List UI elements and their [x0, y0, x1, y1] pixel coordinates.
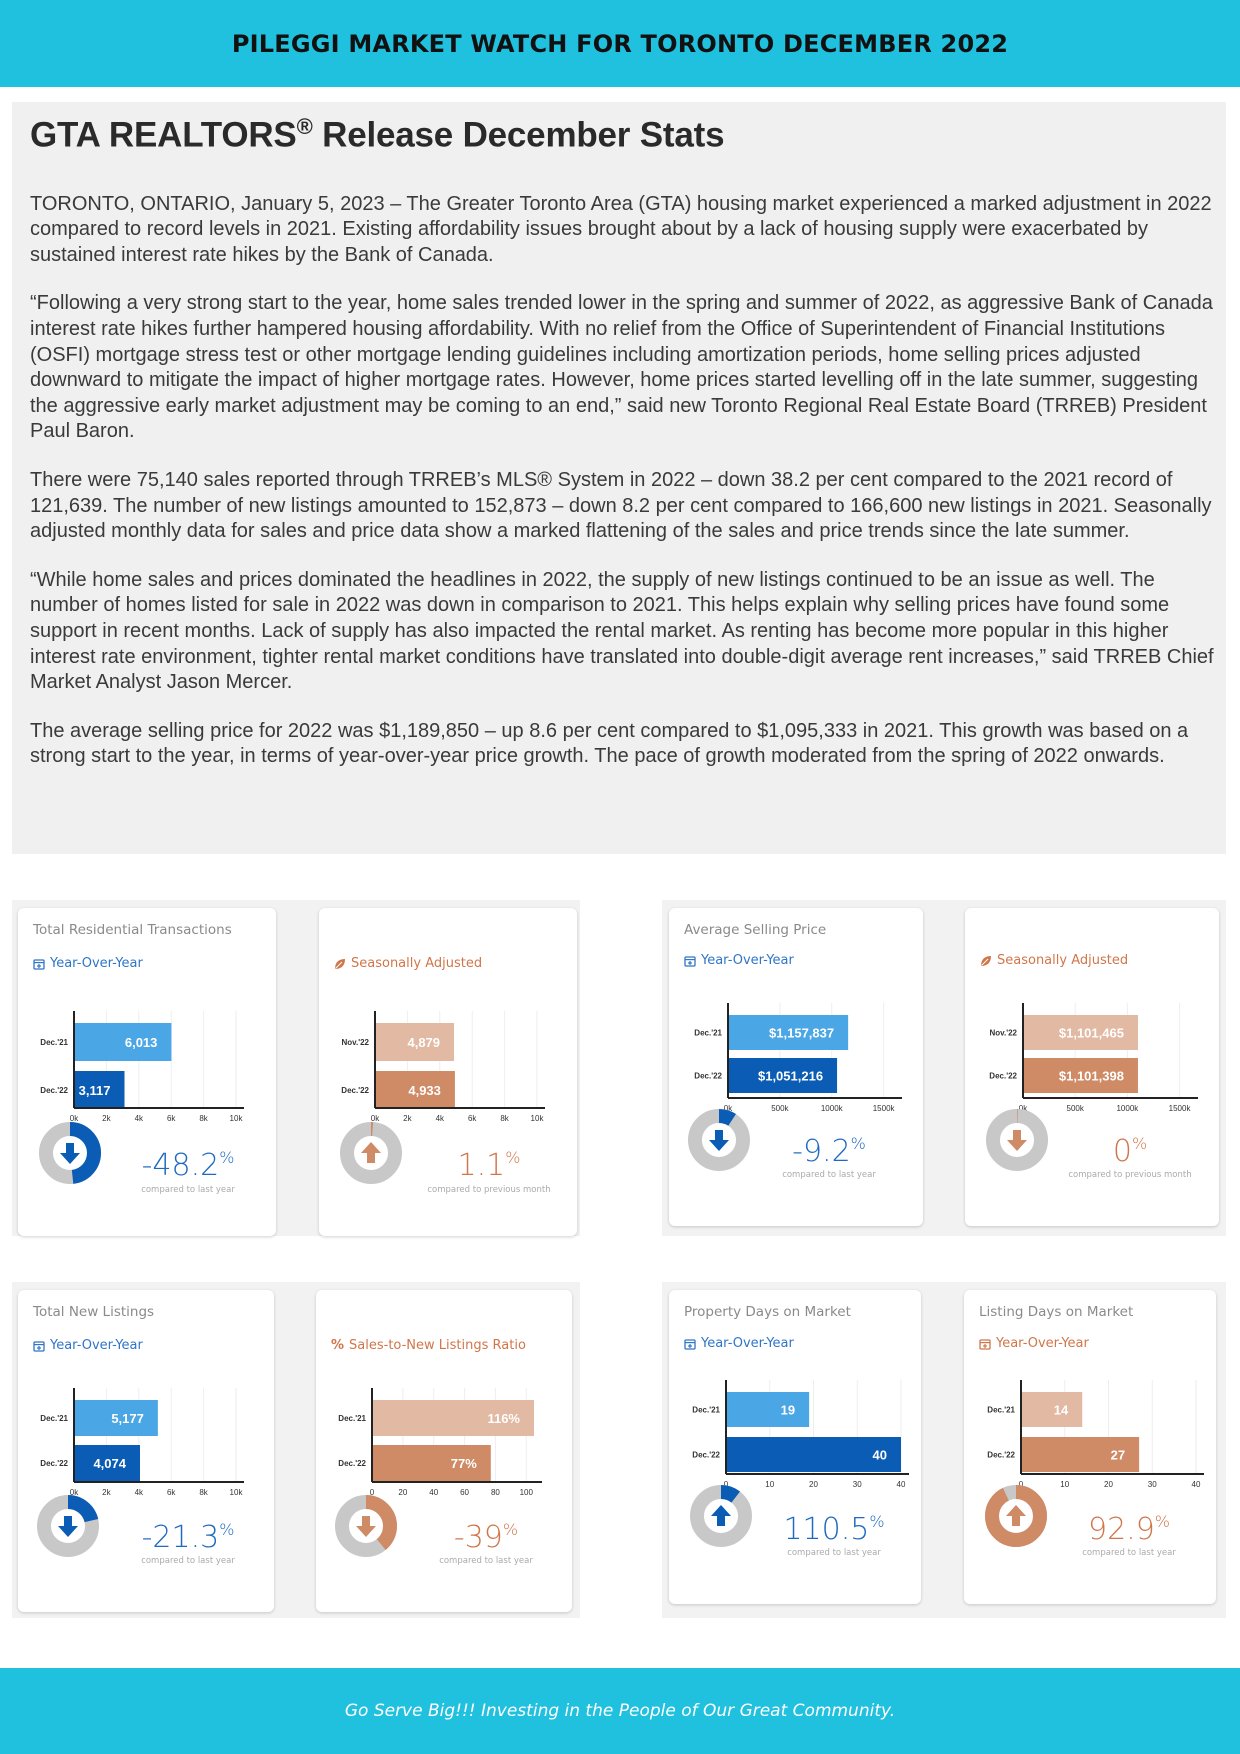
bar	[726, 1392, 809, 1427]
percent-change-value: 1.1	[457, 1148, 506, 1183]
data-label: 116%	[487, 1411, 520, 1426]
tick-label: 4k	[435, 1114, 445, 1123]
tick-label: 6k	[166, 1488, 176, 1497]
category-label: Dec.'21	[338, 1414, 366, 1423]
tick-label: 500k	[771, 1104, 789, 1113]
tick-label: 6k	[166, 1114, 176, 1123]
data-label: $1,101,398	[1058, 1068, 1124, 1084]
percent-change	[416, 1520, 556, 1555]
article-paragraph: “Following a very strong start to the year, home sales trended lower in the spring and summer of 2022, as aggressive Bank of Canada interest rate hikes further hampered housing affordability. With no relief from the Office of Superintendent of Financial Institutions (OSFI) mortgage stress test or other mortgage lending guidelines including amortization periods, home selling prices adjusted downward to mitigate the impact of higher mortgage rates. However, home prices started levelling off in the late summer, suggesting the aggressive early market adjustment may be coming to an end,” said new Toronto Regional Real Estate Board (TRREB) President Paul Baron.	[30, 292, 1213, 443]
percent-change	[419, 1148, 559, 1183]
tick-label: 2k	[403, 1114, 412, 1123]
tick-label: 4k	[134, 1114, 144, 1123]
category-label: Dec.'21	[987, 1405, 1015, 1415]
tick-label: 10k	[229, 1114, 243, 1123]
card-title: Listing Days on Market	[979, 1304, 1134, 1320]
card-title: Total Residential Transactions	[33, 922, 232, 938]
card-subtitle-label: Year-Over-Year	[996, 1336, 1089, 1351]
category-label: Nov.'22	[989, 1028, 1017, 1038]
data-label: $1,157,837	[769, 1025, 835, 1041]
tick-label: 10k	[530, 1114, 544, 1123]
comparison-caption: compared to last year	[1082, 1548, 1176, 1558]
tick-label: 60	[460, 1488, 470, 1497]
article-paragraph: The average selling price for 2022 was $1,189,850 – up 8.6 per cent compared to $1,095,333 in 2021. This growth was based on a strong start to the year, in terms of year-over-year price growth. The pace of growth moderated from the spring of 2022 onwards.	[30, 719, 1189, 768]
data-label: 3,117	[78, 1083, 111, 1098]
percent-change-value: 92.9	[1088, 1512, 1155, 1547]
percent-change	[1060, 1134, 1200, 1169]
tick-label: 0	[369, 1488, 375, 1497]
arrow-down-icon	[709, 1130, 729, 1151]
article-title-main: GTA REALTORS	[30, 115, 297, 155]
card-subtitle-label: Seasonally Adjusted	[351, 956, 483, 971]
percent-change	[764, 1512, 904, 1547]
card-title: Property Days on Market	[684, 1304, 851, 1320]
card-subtitle-label: Year-Over-Year	[50, 956, 143, 971]
card-subtitle-label: Seasonally Adjusted	[997, 953, 1129, 968]
tick-label: 30	[1147, 1480, 1157, 1489]
category-label: Dec.'22	[989, 1071, 1017, 1081]
data-label: $1,101,465	[1058, 1025, 1124, 1041]
data-label: 6,013	[124, 1035, 158, 1050]
data-label: 4,879	[407, 1035, 441, 1050]
tick-label: 20	[809, 1480, 818, 1489]
stat-card-sales-to-new-listings	[316, 1290, 572, 1612]
article-title	[30, 114, 1220, 156]
tick-label: 0k	[69, 1114, 79, 1123]
card-subtitle-label: Year-Over-Year	[701, 1336, 794, 1351]
percent-change-unit: %	[219, 1520, 235, 1539]
tick-label: 8k	[199, 1114, 208, 1123]
tick-label: 10	[1060, 1480, 1070, 1489]
card-subtitle-label: Sales-to-New Listings Ratio	[349, 1338, 526, 1353]
tick-label: 0	[723, 1480, 729, 1489]
tick-label: 20	[398, 1488, 408, 1497]
data-label: 4,074	[93, 1456, 126, 1471]
data-label: 19	[780, 1402, 796, 1418]
tick-label: 1500k	[872, 1104, 895, 1113]
comparison-caption: compared to last year	[787, 1548, 881, 1558]
tick-label: 6k	[467, 1114, 477, 1123]
category-label: Dec.'21	[40, 1414, 68, 1423]
header-band	[0, 0, 1240, 87]
tick-label: 4k	[134, 1488, 144, 1497]
percent-change	[759, 1134, 899, 1169]
tick-label: 2k	[102, 1114, 111, 1123]
percent-change	[118, 1520, 258, 1555]
article-title-rest: Release December Stats	[312, 115, 725, 155]
tick-label: 10	[765, 1480, 775, 1489]
percent-change	[118, 1148, 258, 1183]
article-paragraph: There were 75,140 sales reported through TRREB’s MLS® System in 2022 – down 38.2 per cent compared to the 2021 record of 121,639. The number of new listings amounted to 152,873 – down 8.2 per cent compared to 166,600 new listings in 2021. Seasonally adjusted monthly data for sales and price data show a marked flattening of the sales and price trends since the late summer.	[30, 469, 1212, 543]
percent-icon: %	[331, 1338, 345, 1353]
registered-mark: ®	[296, 114, 313, 139]
arrow-down-icon	[60, 1143, 80, 1164]
data-label: 14	[1053, 1402, 1069, 1418]
category-label: Dec.'21	[692, 1405, 720, 1415]
tick-label: 0k	[69, 1488, 79, 1497]
category-label: Dec.'22	[338, 1459, 366, 1468]
stat-card-property-days	[669, 1290, 921, 1604]
percent-change-unit: %	[502, 1520, 519, 1539]
tick-label: 30	[852, 1480, 862, 1489]
tick-label: 20	[1104, 1480, 1113, 1489]
tick-label: 500k	[1066, 1104, 1084, 1113]
arrow-down-icon	[58, 1516, 78, 1537]
comparison-caption: compared to last year	[141, 1185, 235, 1195]
tick-label: 8k	[199, 1488, 208, 1497]
tick-label: 0k	[1018, 1104, 1028, 1113]
percent-change-unit: %	[219, 1148, 235, 1167]
category-label: Dec.'21	[40, 1038, 68, 1047]
percent-change-value: 0	[1112, 1134, 1132, 1169]
tick-label: 2k	[102, 1488, 111, 1497]
arrow-up-icon	[1006, 1505, 1026, 1526]
percent-change	[1059, 1512, 1199, 1547]
comparison-caption: compared to previous month	[1068, 1170, 1192, 1180]
stat-card-price-seasonal	[965, 908, 1219, 1226]
article-paragraph: TORONTO, ONTARIO, January 5, 2023 – The Greater Toronto Area (GTA) housing market experienced a marked adjustment in 2022 compared to record levels in 2021. Existing affordability issues brought about by a lack of housing supply were exacerbated by sustained interest rate hikes by the Bank of Canada.	[30, 192, 1212, 266]
stat-card-listing-days	[964, 1290, 1216, 1604]
data-label: 27	[1110, 1447, 1126, 1463]
stat-card-new-listings	[18, 1290, 274, 1612]
tick-label: 1000k	[1116, 1104, 1139, 1113]
card-subtitle-label: Year-Over-Year	[701, 953, 794, 968]
percent-change-value: -9.2	[792, 1134, 851, 1169]
data-label: 5,177	[111, 1411, 144, 1426]
stat-card-transactions-seasonal	[319, 908, 577, 1236]
category-label: Dec.'22	[341, 1086, 369, 1095]
comparison-caption: compared to last year	[141, 1556, 235, 1566]
arrow-down-icon	[1007, 1130, 1027, 1151]
card-title: Average Selling Price	[684, 922, 827, 938]
category-label: Dec.'22	[692, 1450, 720, 1460]
bar	[1021, 1392, 1082, 1427]
tick-label: 1000k	[820, 1104, 843, 1113]
article	[12, 102, 1226, 854]
tick-label: 40	[429, 1488, 439, 1497]
percent-change-value: 110.5	[783, 1512, 870, 1547]
category-label: Nov.'22	[341, 1038, 369, 1047]
percent-change-unit: %	[505, 1148, 521, 1167]
tick-label: 8k	[500, 1114, 509, 1123]
data-label: 4,933	[408, 1083, 441, 1098]
category-label: Dec.'22	[40, 1459, 68, 1468]
data-label: $1,051,216	[757, 1068, 824, 1084]
percent-change-unit: %	[1154, 1512, 1170, 1531]
tick-label: 40	[896, 1480, 906, 1489]
percent-change-unit: %	[1131, 1134, 1148, 1153]
percent-change-value: -21.3	[141, 1520, 220, 1555]
percent-change-value: -48.2	[141, 1148, 220, 1183]
arrow-up-icon	[711, 1505, 731, 1526]
tick-label: 0k	[723, 1104, 733, 1113]
comparison-caption: compared to last year	[439, 1556, 533, 1566]
category-label: Dec.'22	[40, 1086, 68, 1095]
percent-change-value: -39	[453, 1520, 503, 1555]
tick-label: 0k	[370, 1114, 380, 1123]
tick-label: 10k	[229, 1488, 243, 1497]
data-label: 40	[872, 1447, 887, 1463]
article-paragraph: “While home sales and prices dominated the headlines in 2022, the supply of new listings continued to be an issue as well. The number of homes listed for sale in 2022 was down in comparison to 2021. This helps explain why selling prices have found some support in recent months. Lack of supply has also impacted the rental market. As renting has become more popular in this higher interest rate environment, tighter rental market conditions have translated into double-digit average rent increases,” said TRREB Chief Market Analyst Jason Mercer.	[30, 568, 1214, 694]
tick-label: 40	[1191, 1480, 1201, 1489]
arrow-up-icon	[361, 1142, 381, 1163]
percent-change-unit: %	[850, 1134, 866, 1153]
card-subtitle-label: Year-Over-Year	[50, 1338, 143, 1353]
data-label: 77%	[450, 1456, 477, 1471]
arrow-down-icon	[356, 1516, 376, 1537]
card-title: Total New Listings	[33, 1304, 155, 1320]
tick-label: 80	[490, 1488, 500, 1497]
category-label: Dec.'22	[987, 1450, 1015, 1460]
stat-card-average-price	[669, 908, 923, 1226]
footer-tagline: Go Serve Big!!! Investing in the People of Our Great Community.	[344, 1701, 896, 1721]
stat-card-total-transactions	[18, 908, 276, 1236]
page-title: PILEGGI MARKET WATCH FOR TORONTO DECEMBER 2022	[231, 29, 1009, 58]
tick-label: 100	[519, 1488, 533, 1497]
tick-label: 1500k	[1168, 1104, 1191, 1113]
percent-change-unit: %	[869, 1512, 885, 1531]
comparison-caption: compared to previous month	[427, 1185, 551, 1195]
comparison-caption: compared to last year	[782, 1170, 876, 1180]
footer-band	[0, 1668, 1240, 1754]
tick-label: 0	[1018, 1480, 1024, 1489]
category-label: Dec.'22	[694, 1071, 722, 1081]
category-label: Dec.'21	[694, 1028, 722, 1038]
